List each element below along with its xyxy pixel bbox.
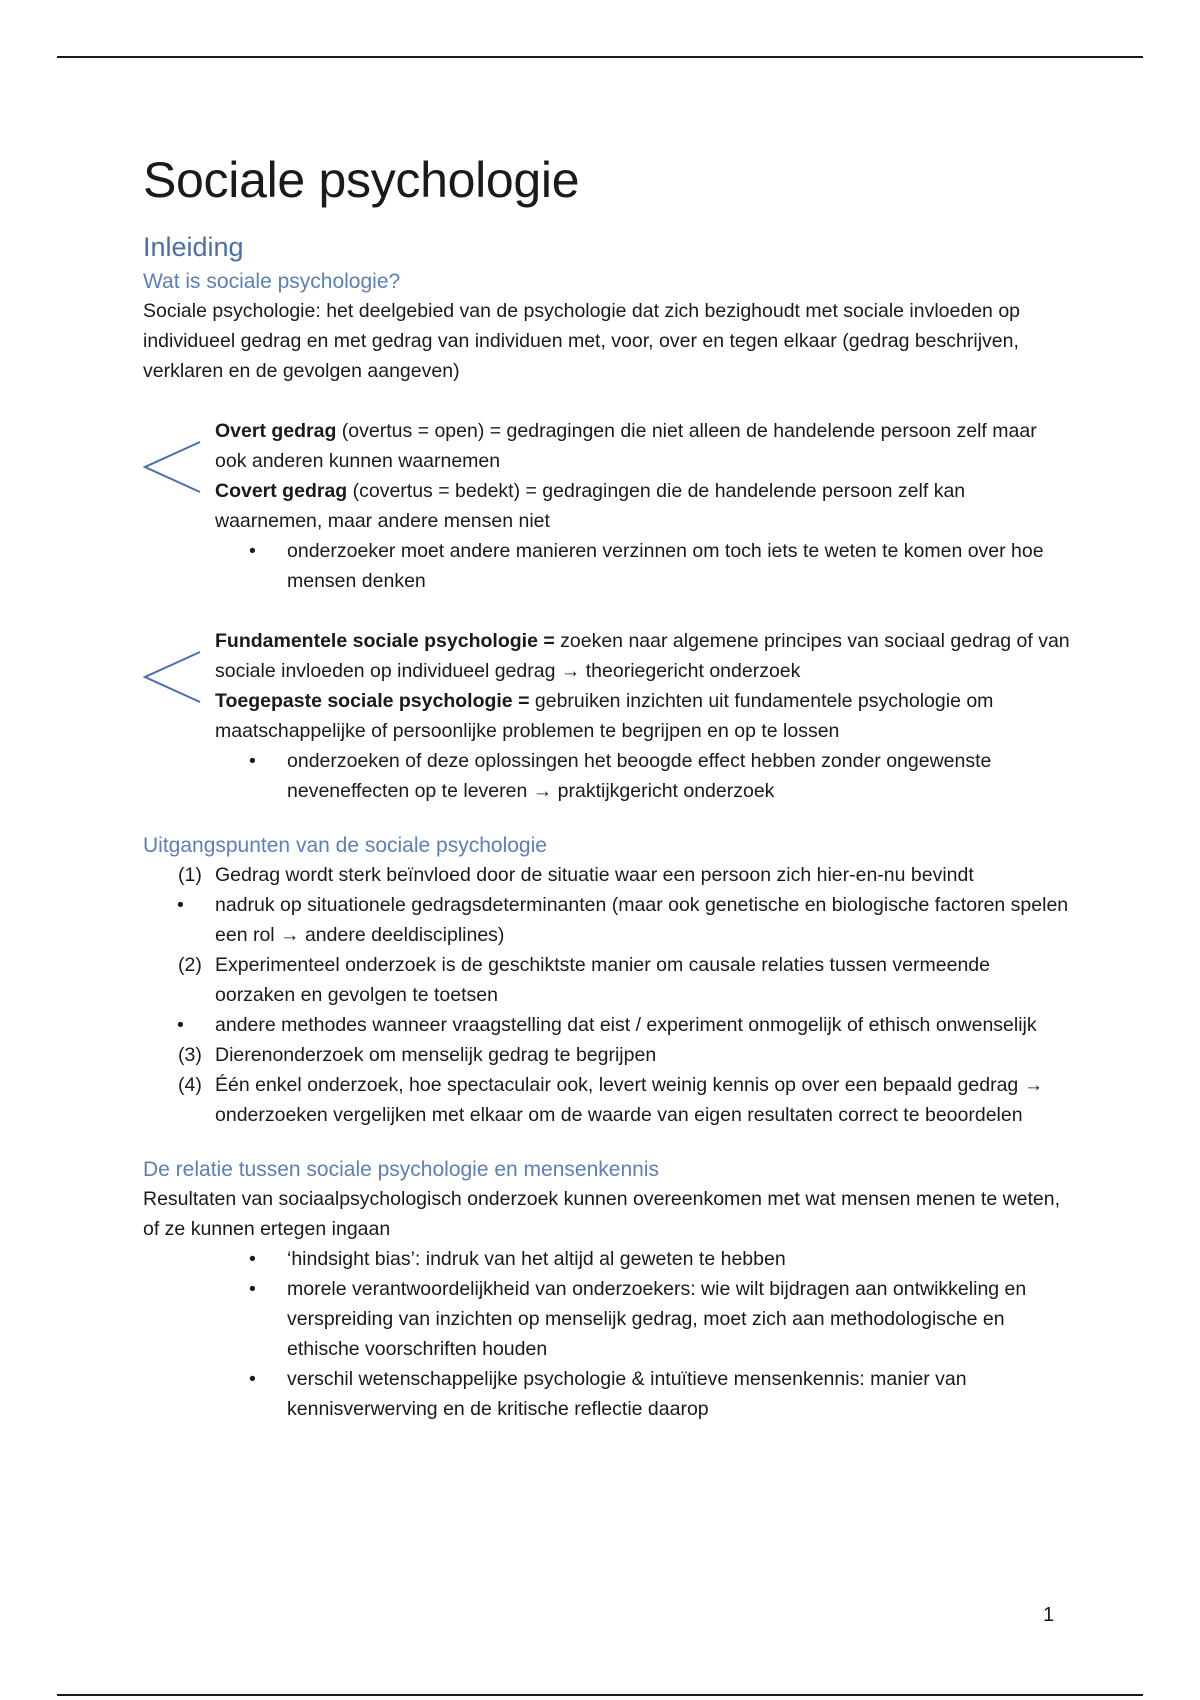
page-title: Sociale psychologie <box>143 152 580 208</box>
applied-definition <box>215 686 1073 746</box>
covert-bullet-list <box>215 536 1073 596</box>
list-item <box>143 1010 1073 1040</box>
principle-text: Dierenonderzoek om menselijk gedrag te begrijpen <box>215 1044 657 1066</box>
principle-text: Experimenteel onderzoek is de geschiktste manier om causale relaties tussen vermeende oorzaken en gevolgen te toetsen <box>215 954 990 1006</box>
definition-paragraph: Sociale psychologie: het deelgebied van de psychologie dat zich bezighoudt met sociale invloeden op individueel gedrag en met gedrag van individuen met, voor, over en tegen elkaar (gedrag beschrijven, verklaren en de gevolgen aangeven) <box>143 300 1021 382</box>
applied-term: Toegepaste sociale psychologie = <box>215 690 530 712</box>
list-item-text: andere methodes wanneer vraagstelling dat eist / experiment onmogelijk of ethisch onwenselijk <box>215 1014 1037 1036</box>
fundamental-text: zoeken naar algemene principes van sociaal gedrag of van sociale invloeden op individueel gedrag → theoriegericht onderzoek <box>215 630 1070 682</box>
document-body <box>143 150 1073 1424</box>
principle-item <box>143 1040 1073 1070</box>
list-item <box>215 1364 1073 1424</box>
relatie-bullet-list <box>143 1244 1073 1424</box>
principle-number: (3) <box>178 1044 202 1066</box>
list-item-text: ‘hindsight bias’: indruk van het altijd al geweten te hebben <box>287 1248 786 1270</box>
bracket-icon <box>143 648 201 706</box>
section-heading-uitgangspunten: Uitgangspunten van de sociale psychologie <box>143 834 547 857</box>
header-rule <box>57 56 1143 58</box>
bullet-dot-icon: • <box>249 1278 256 1300</box>
principle-text: Gedrag wordt sterk beïnvloed door de situatie waar een persoon zich hier-en-nu bevindt <box>215 864 974 886</box>
list-item <box>215 746 1073 806</box>
overt-term: Overt gedrag <box>215 420 337 442</box>
applied-text: gebruiken inzichten uit fundamentele psychologie om maatschappelijke of persoonlijke problemen te begrijpen en op te lossen <box>215 690 994 742</box>
covert-text: (covertus = bedekt) = gedragingen die de handelende persoon zelf kan waarnemen, maar andere mensen niet <box>215 480 966 532</box>
overt-covert-block <box>143 416 1073 596</box>
bullet-dot-icon: • <box>249 750 256 772</box>
list-item <box>215 1274 1073 1364</box>
relatie-intro: Resultaten van sociaalpsychologisch onderzoek kunnen overeenkomen met wat mensen menen te weten, of ze kunnen ertegen ingaan <box>143 1188 1061 1240</box>
principle-item <box>143 1070 1073 1130</box>
list-item-text: morele verantwoordelijkheid van onderzoekers: wie wilt bijdragen aan ontwikkeling en verspreiding van inzichten op menselijk gedrag, moet zich aan methodologische en ethische voorschriften houden <box>287 1278 1027 1360</box>
principle-bullet-list <box>143 890 1073 950</box>
overt-definition <box>215 416 1073 476</box>
section-heading-relatie: De relatie tussen sociale psychologie en mensenkennis <box>143 1158 659 1181</box>
list-item <box>143 890 1073 950</box>
applied-bullet-list <box>215 746 1073 806</box>
bullet-dot-icon: • <box>249 1368 256 1390</box>
principles-list <box>143 860 1073 1130</box>
principle-number: (1) <box>178 864 202 886</box>
page-number: 1 <box>1043 1604 1055 1626</box>
list-item-text: onderzoeken of deze oplossingen het beoogde effect hebben zonder ongewenste neveneffecten op te leveren → praktijkgericht onderzoek <box>287 750 992 802</box>
fundamental-definition <box>215 626 1073 686</box>
principle-number: (2) <box>178 954 202 976</box>
overt-text: (overtus = open) = gedragingen die niet alleen de handelende persoon zelf maar ook anderen kunnen waarnemen <box>215 420 1037 472</box>
principle-text: Één enkel onderzoek, hoe spectaculair ook, levert weinig kennis op over een bepaald gedrag → onderzoeken vergelijken met elkaar om de waarde van eigen resultaten correct te beoordelen <box>215 1074 1044 1126</box>
list-item-text: onderzoeker moet andere manieren verzinnen om toch iets te weten te komen over hoe mensen denken <box>287 540 1044 592</box>
principle-number: (4) <box>178 1074 202 1096</box>
footer-rule <box>57 1694 1143 1696</box>
principle-item <box>143 950 1073 1040</box>
list-item <box>215 536 1073 596</box>
bullet-dot-icon: • <box>177 1014 184 1036</box>
principle-bullet-list <box>143 1010 1073 1040</box>
list-item-text: verschil wetenschappelijke psychologie & intuïtieve mensenkennis: manier van kennisverwerving en de kritische reflectie daarop <box>287 1368 967 1420</box>
bullet-dot-icon: • <box>249 540 256 562</box>
bullet-dot-icon: • <box>249 1248 256 1270</box>
covert-definition <box>215 476 1073 536</box>
list-item-text: nadruk op situationele gedragsdeterminanten (maar ook genetische en biologische factoren spelen een rol → andere deeldisciplines) <box>215 894 1069 946</box>
bullet-dot-icon: • <box>177 894 184 916</box>
principle-item <box>143 860 1073 950</box>
chapter-heading: Inleiding <box>143 232 244 262</box>
covert-term: Covert gedrag <box>215 480 348 502</box>
section-heading-wat-is: Wat is sociale psychologie? <box>143 270 401 293</box>
fundamental-applied-block <box>143 626 1073 806</box>
list-item <box>215 1244 1073 1274</box>
bracket-icon <box>143 438 201 496</box>
fundamental-term: Fundamentele sociale psychologie = <box>215 630 555 652</box>
